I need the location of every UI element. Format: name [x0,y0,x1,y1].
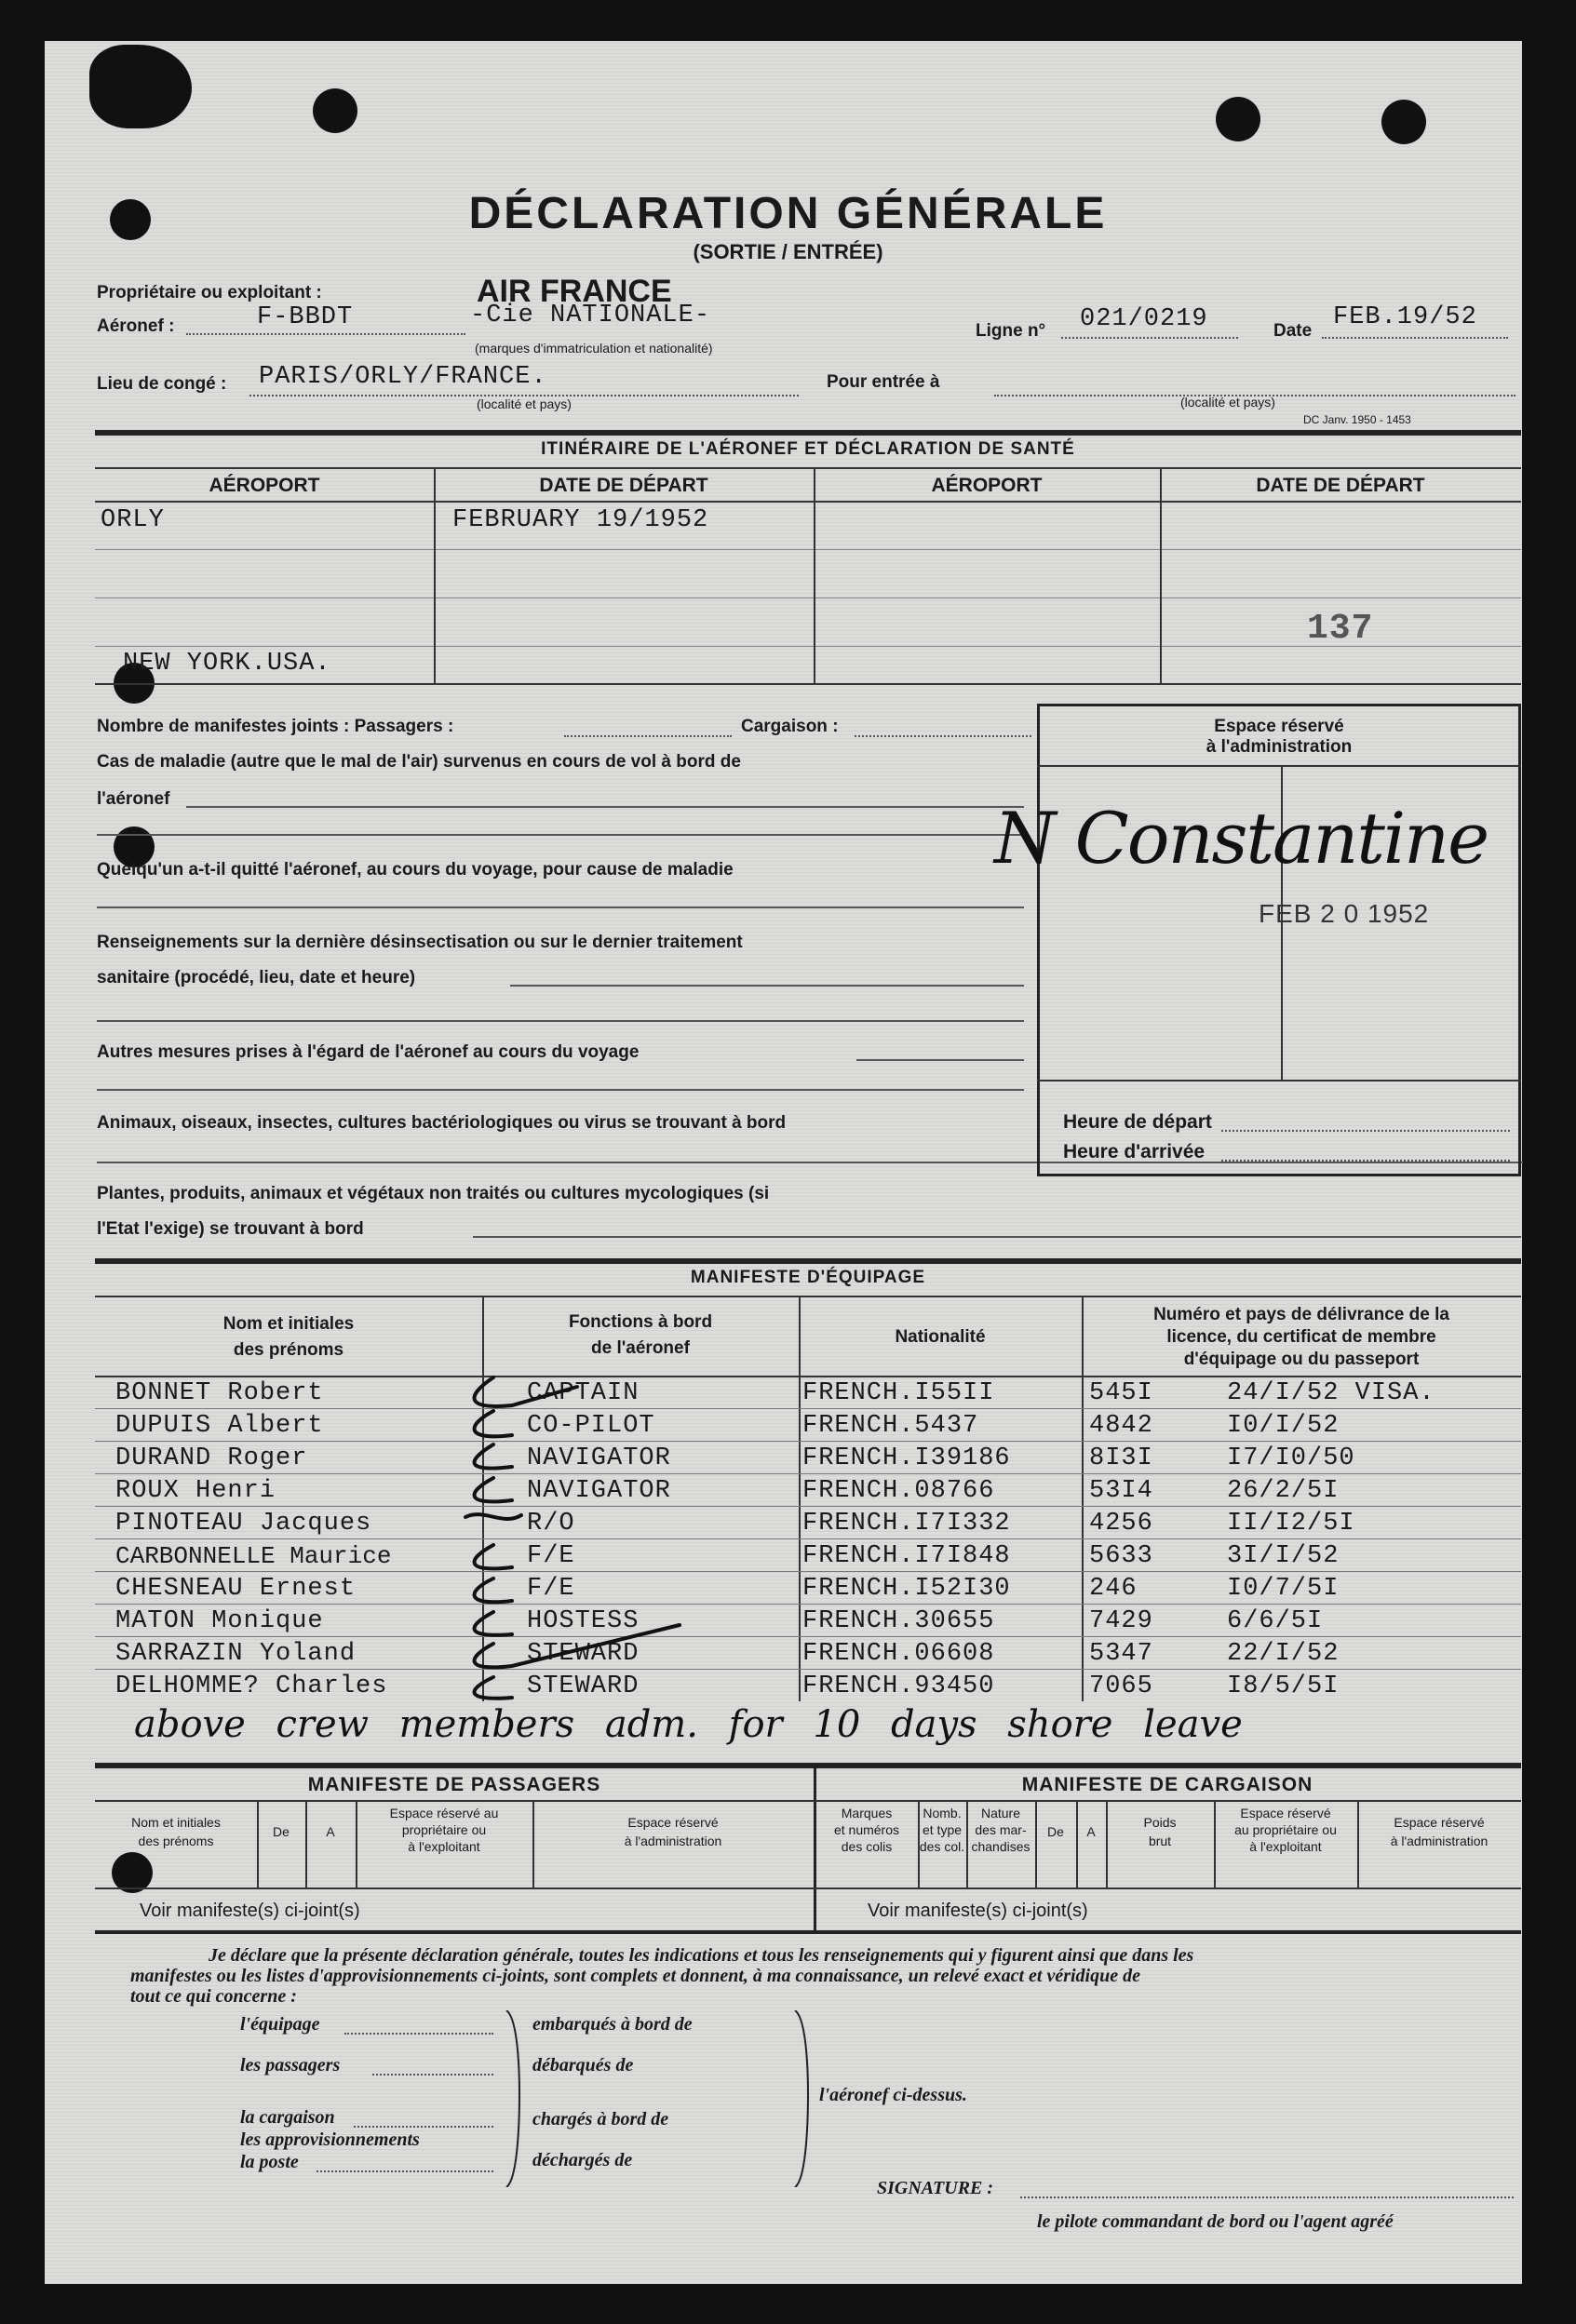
illness-label-2: l'aéronef [97,789,170,809]
crew-license-date: 22/I/52 [1227,1640,1340,1668]
pass-col-name-2: des prénoms [138,1834,214,1848]
crew-license-date: 3I/I/52 [1227,1542,1340,1570]
decl-disembarked: débarqués de [532,2055,634,2075]
departure-place-value: PARIS/ORLY/FRANCE. [259,363,547,391]
admin-date-stamp: FEB 2 0 1952 [1259,899,1430,928]
crew-nationality: FRENCH.I52I30 [802,1575,1011,1603]
crew-name: BONNET Robert [115,1379,324,1407]
crew-name: CHESNEAU Ernest [115,1575,357,1603]
decl-cargo: la cargaison [240,2107,335,2128]
crew-license-number: 4842 [1089,1412,1153,1440]
cargo-col-owner-2: au propriétaire ou [1234,1822,1337,1837]
crew-license-date: 6/6/5I [1227,1607,1324,1635]
owner-value: AIR FRANCE [477,274,672,309]
line-label: Ligne n° [976,321,1046,341]
crew-license-number: 53I4 [1089,1477,1153,1505]
crew-function: HOSTESS [527,1607,640,1635]
pass-col-owner-2: propriétaire ou [401,1822,487,1837]
crew-col-license: Numéro et pays de délivrance de la [1153,1305,1449,1324]
decl-brace-left [501,2010,529,2187]
page-subtitle: (SORTIE / ENTRÉE) [693,240,883,263]
crew-col-name: Nom et initiales [222,1314,355,1334]
crew-name: DELHOMME? Charles [115,1672,388,1700]
crew-license-number: 5633 [1089,1542,1153,1570]
decl-loaded: chargés à bord de [532,2109,669,2129]
decl-mail: la poste [240,2152,299,2172]
cargo-heading: MANIFESTE DE CARGAISON [1021,1774,1313,1795]
page-title: DÉCLARATION GÉNÉRALE [468,189,1108,238]
pass-see-manifest: Voir manifeste(s) ci-joint(s) [140,1901,360,1921]
crew-col-license-3: d'équipage ou du passeport [1183,1350,1420,1369]
col-airport: AÉROPORT [209,475,320,496]
punch-hole [1381,100,1426,144]
crew-license-number: 5347 [1089,1640,1153,1668]
crew-nationality: FRENCH.I7I848 [802,1542,1011,1570]
crew-nationality: FRENCH.30655 [802,1607,995,1635]
cargo-col-marks-2: et numéros [833,1822,900,1837]
crew-col-function-2: de l'aéronef [591,1338,690,1358]
crew-nationality: FRENCH.I55II [802,1379,995,1407]
manifests-label: Nombre de manifestes joints : Passagers : [97,717,454,736]
itinerary-airport-1: ORLY [101,506,165,534]
crew-nationality: FRENCH.I7I332 [802,1510,1011,1538]
crew-license-date: I0/7/5I [1227,1575,1340,1603]
crew-nationality: FRENCH.06608 [802,1640,995,1668]
crew-nationality: FRENCH.93450 [802,1672,995,1700]
crew-license-date: I0/I/52 [1227,1412,1340,1440]
crew-license-number: 7065 [1089,1672,1153,1700]
stamp-number: 137 [1307,609,1374,649]
crew-function: STEWARD [527,1672,640,1700]
admin-heading: Espace réservé [1214,717,1344,736]
signer-label: le pilote commandant de bord ou l'agent agréé [1037,2211,1394,2232]
cargo-col-nature-2: des mar- [975,1822,1027,1837]
crew-nationality: FRENCH.I39186 [802,1444,1011,1472]
cargo-col-owner-3: à l'exploitant [1249,1839,1322,1854]
owner-value-2: -Cie NATIONALE- [470,302,711,329]
crew-license-number: 545I [1089,1379,1153,1407]
col-airport-2: AÉROPORT [931,475,1043,496]
cargo-count-label: Cargaison : [741,717,839,736]
crew-license-number: 246 [1089,1575,1138,1603]
crew-name: DURAND Roger [115,1444,308,1472]
pass-col-from: De [273,1824,290,1839]
passengers-heading: MANIFESTE DE PASSAGERS [307,1774,601,1795]
arrival-time-label: Heure d'arrivée [1063,1141,1206,1162]
crew-license-date: I7/I0/50 [1227,1444,1355,1472]
crew-license-number: 7429 [1089,1607,1153,1635]
cargo-col-marks: Marques [841,1806,893,1820]
itinerary-heading: ITINÉRAIRE DE L'AÉRONEF ET DÉCLARATION DE SANTÉ [541,439,1075,459]
cargo-col-from: De [1047,1824,1064,1839]
cargo-col-nature: Nature [980,1806,1021,1820]
locality-note-2: (localité et pays) [1180,395,1275,410]
crew-col-name-2: des prénoms [233,1340,344,1360]
date-label: Date [1273,321,1313,341]
plants-label: Plantes, produits, animaux et végétaux non traités ou cultures mycologiques (si [97,1184,770,1203]
decl-unloaded: déchargés de [532,2150,633,2170]
disinsection-label-2: sanitaire (procédé, lieu, date et heure) [97,968,416,987]
corner-damage [89,45,192,128]
col-departure-date: DATE DE DÉPART [539,475,708,496]
itinerary-date-1: FEBRUARY 19/1952 [452,506,709,534]
crew-function: NAVIGATOR [527,1444,671,1472]
locality-note: (localité et pays) [477,396,572,411]
left-for-illness-label: Quelqu'un a-t-il quitté l'aéronef, au cours du voyage, pour cause de maladie [97,860,734,880]
crew-handwritten-note: above crew members adm. for 10 days shore leave [134,1703,1243,1746]
crew-license-date: II/I2/5I [1227,1510,1355,1538]
pass-col-admin-2: à l'administration [624,1834,722,1848]
crew-name: CARBONNELLE Maurice [115,1542,392,1570]
admin-box [1037,704,1521,1176]
declaration-text-1: Je déclare que la présente déclaration générale, toutes les indications et tous les renseignements qui y figurent ainsi que dans les [209,1945,1194,1966]
cargo-col-to: A [1086,1824,1096,1839]
crew-license-date: I8/5/5I [1227,1672,1340,1700]
crew-function: F/E [527,1542,575,1570]
crew-function: F/E [527,1575,575,1603]
crew-nationality: FRENCH.08766 [802,1477,995,1505]
crew-function: R/O [527,1510,575,1538]
crew-check-marks [438,1368,707,1703]
decl-brace-right [789,2010,817,2187]
cargo-col-marks-3: des colis [841,1839,893,1854]
aircraft-label: Aéronef : [97,316,175,336]
cargo-col-admin: Espace réservé [1394,1815,1485,1830]
cargo-col-owner: Espace réservé [1240,1806,1331,1820]
decl-passengers: les passagers [240,2055,341,2075]
admin-heading-2: à l'administration [1206,737,1353,757]
cargo-see-manifest: Voir manifeste(s) ci-joint(s) [868,1901,1088,1921]
cargo-col-count-2: et type [922,1822,963,1837]
aircraft-note: (marques d'immatriculation et nationalité) [475,341,713,356]
animals-label: Animaux, oiseaux, insectes, cultures bactériologiques ou virus se trouvant à bord [97,1113,787,1133]
pass-col-admin: Espace réservé [627,1815,719,1830]
admin-signature: N Constantine [994,797,1488,880]
form-reference: DC Janv. 1950 - 1453 [1303,413,1411,426]
crew-name: DUPUIS Albert [115,1412,324,1440]
crew-name: MATON Monique [115,1607,324,1635]
decl-crew: l'équipage [240,2014,320,2035]
illness-label: Cas de maladie (autre que le mal de l'air) survenus en cours de vol à bord de [97,752,741,772]
itinerary-destination: NEW YORK.USA. [123,650,331,678]
other-measures-label: Autres mesures prises à l'égard de l'aéronef au cours du voyage [97,1042,640,1062]
crew-license-date: 26/2/5I [1227,1477,1340,1505]
cargo-col-weight-2: brut [1148,1834,1172,1848]
crew-nationality: FRENCH.5437 [802,1412,979,1440]
pass-col-owner: Espace réservé au [389,1806,499,1820]
punch-hole [1216,97,1260,141]
crew-function: CO-PILOT [527,1412,655,1440]
date-value: FEB.19/52 [1333,303,1477,331]
col-departure-date-2: DATE DE DÉPART [1256,475,1425,496]
crew-heading: MANIFESTE D'ÉQUIPAGE [690,1268,926,1287]
cargo-col-admin-2: à l'administration [1390,1834,1488,1848]
owner-label: Propriétaire ou exploitant : [97,283,322,302]
pass-col-to: A [326,1824,335,1839]
decl-supplies: les approvisionnements [240,2129,420,2150]
crew-name: ROUX Henri [115,1477,276,1505]
departure-time-label: Heure de départ [1063,1111,1212,1133]
crew-col-nationality: Nationalité [895,1327,986,1347]
crew-name: SARRAZIN Yoland [115,1640,357,1668]
decl-aircraft: l'aéronef ci-dessus. [819,2085,967,2105]
crew-function: CAPTAIN [527,1379,640,1407]
cargo-col-weight: Poids [1143,1815,1177,1830]
departure-place-label: Lieu de congé : [97,374,227,394]
disinsection-label: Renseignements sur la dernière désinsectisation ou sur le dernier traitement [97,933,743,952]
pass-col-owner-3: à l'exploitant [408,1839,480,1854]
crew-license-number: 4256 [1089,1510,1153,1538]
cargo-col-count-3: des col. [919,1839,965,1854]
cargo-col-count: Nomb. [923,1806,962,1820]
crew-col-function: Fonctions à bord [568,1312,713,1332]
declaration-text-2: manifestes ou les listes d'approvisionnements ci-joints, sont complets et donnent, à ma connaissance, un relevé exact et véridique de [130,1966,1140,1986]
declaration-text-3: tout ce qui concerne : [130,1986,297,2007]
pass-col-name: Nom et initiales [131,1815,221,1830]
crew-license-number: 8I3I [1089,1444,1153,1472]
punch-hole [313,88,357,133]
cargo-col-nature-3: chandises [971,1839,1030,1854]
decl-embarked: embarqués à bord de [532,2014,693,2035]
aircraft-value: F-BBDT [257,303,354,331]
crew-license-date: 24/I/52 VISA. [1227,1379,1435,1407]
plants-label-2: l'Etat l'exige) se trouvant à bord [97,1219,364,1239]
crew-function: STEWARD [527,1640,640,1668]
signature-label: SIGNATURE : [877,2178,994,2198]
entry-label: Pour entrée à [827,372,940,392]
line-value: 021/0219 [1080,305,1208,333]
crew-name: PINOTEAU Jacques [115,1510,372,1538]
crew-col-license-2: licence, du certificat de membre [1166,1327,1436,1347]
crew-function: NAVIGATOR [527,1477,671,1505]
